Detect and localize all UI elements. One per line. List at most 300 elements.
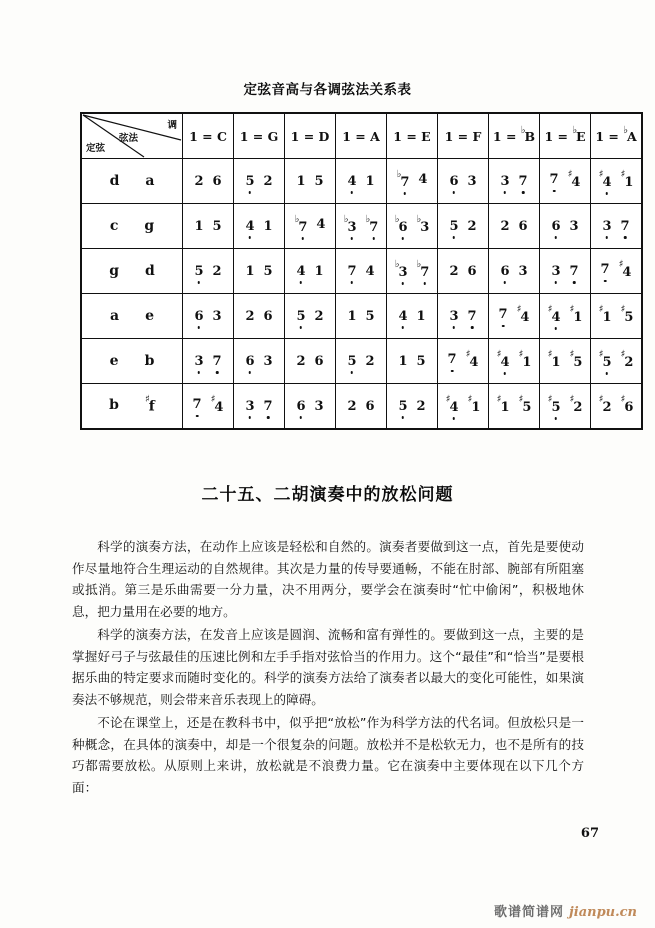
table-cell bbox=[336, 159, 387, 204]
sharp-icon: ♯ bbox=[496, 349, 502, 361]
table-cell bbox=[336, 249, 387, 294]
table-cell bbox=[489, 294, 540, 339]
note-pair bbox=[285, 175, 335, 188]
note bbox=[417, 355, 426, 368]
string-note bbox=[144, 218, 154, 234]
string-letter: b bbox=[109, 397, 119, 414]
table-cell bbox=[438, 249, 489, 294]
note-pair bbox=[285, 214, 335, 235]
flat-icon: ♭ bbox=[520, 124, 526, 136]
note bbox=[601, 263, 610, 276]
note-numeral: 4 bbox=[245, 218, 255, 234]
string-note bbox=[110, 353, 119, 369]
note bbox=[569, 349, 583, 370]
note bbox=[194, 355, 203, 368]
note-pair bbox=[489, 220, 539, 233]
note-numeral: 2 bbox=[245, 308, 255, 324]
note bbox=[264, 400, 273, 413]
note bbox=[347, 355, 356, 368]
table-cell bbox=[234, 339, 285, 384]
note-pair bbox=[387, 169, 437, 190]
note-pair bbox=[285, 400, 335, 413]
column-header-key-flat-E bbox=[540, 113, 591, 159]
sharp-icon: ♯ bbox=[598, 304, 604, 316]
note bbox=[245, 355, 254, 368]
note-numeral: 2 bbox=[449, 263, 459, 279]
watermark-domain: jianpu.cn bbox=[569, 905, 637, 920]
header-prefix: 1 = bbox=[290, 128, 319, 144]
header-key-letter: A bbox=[370, 128, 380, 144]
table-cell bbox=[591, 204, 643, 249]
table-cell bbox=[540, 384, 591, 430]
note-pair bbox=[183, 220, 233, 233]
note bbox=[500, 220, 509, 233]
corner-label-key: 调 bbox=[167, 120, 177, 131]
note-numeral: 1 bbox=[624, 174, 634, 190]
header-prefix: 1 = bbox=[189, 128, 217, 144]
note-pair bbox=[489, 265, 539, 278]
note bbox=[449, 220, 458, 233]
note-numeral: 7 bbox=[298, 219, 308, 235]
note bbox=[416, 259, 430, 280]
header-prefix: 1 = bbox=[444, 128, 473, 144]
string-letter: a bbox=[145, 173, 155, 189]
note bbox=[193, 398, 202, 411]
note bbox=[569, 304, 583, 325]
note-numeral: 5 bbox=[624, 309, 634, 325]
note bbox=[316, 218, 325, 231]
note-pair bbox=[336, 175, 386, 188]
table-cell bbox=[234, 384, 285, 430]
string-letter: d bbox=[109, 173, 120, 189]
string-note bbox=[110, 218, 119, 234]
note bbox=[315, 355, 324, 368]
note bbox=[366, 355, 375, 368]
note-numeral: 3 bbox=[551, 263, 561, 279]
table-cell bbox=[540, 339, 591, 384]
note bbox=[366, 310, 375, 323]
note-numeral: 7 bbox=[347, 263, 357, 279]
note bbox=[213, 265, 222, 278]
note bbox=[417, 400, 426, 413]
note-numeral: 5 bbox=[296, 308, 306, 324]
note bbox=[602, 220, 611, 233]
note bbox=[518, 349, 532, 370]
note-numeral: 2 bbox=[416, 398, 426, 414]
header-prefix: 1 = bbox=[492, 129, 521, 145]
note-pair bbox=[591, 169, 641, 190]
note-numeral: 7 bbox=[400, 174, 410, 190]
note bbox=[620, 349, 634, 370]
note-pair bbox=[540, 304, 590, 325]
header-key-letter: C bbox=[216, 128, 227, 144]
note bbox=[468, 265, 477, 278]
table-cell bbox=[183, 249, 234, 294]
header-prefix: 1 = bbox=[393, 128, 422, 144]
sharp-icon: ♯ bbox=[569, 394, 575, 406]
note-numeral: 3 bbox=[347, 219, 357, 235]
note bbox=[448, 353, 457, 366]
sharp-icon: ♯ bbox=[467, 394, 473, 406]
note-numeral: 3 bbox=[263, 353, 273, 369]
note bbox=[418, 173, 427, 186]
note-pair bbox=[234, 175, 284, 188]
flat-icon: ♭ bbox=[365, 214, 371, 226]
note bbox=[294, 214, 308, 235]
note-numeral: 4 bbox=[316, 217, 326, 233]
note bbox=[570, 220, 579, 233]
body-text bbox=[72, 536, 584, 800]
note-pair bbox=[438, 349, 488, 370]
note bbox=[416, 214, 430, 235]
note-pair bbox=[438, 175, 488, 188]
note bbox=[213, 220, 222, 233]
tuning-key-table-wrapper bbox=[80, 112, 643, 430]
sharp-icon: ♯ bbox=[547, 304, 553, 316]
note-pair bbox=[183, 265, 233, 278]
note-numeral: 1 bbox=[471, 399, 481, 415]
string-pair bbox=[82, 218, 182, 234]
table-cell bbox=[540, 159, 591, 204]
note bbox=[194, 310, 203, 323]
sharp-icon: ♯ bbox=[618, 259, 624, 271]
note bbox=[445, 394, 459, 415]
string-letter: d bbox=[145, 263, 155, 279]
note-pair bbox=[438, 220, 488, 233]
string-letter: g bbox=[109, 263, 119, 279]
table-cell bbox=[387, 339, 438, 384]
table-cell bbox=[387, 384, 438, 430]
note bbox=[264, 310, 273, 323]
note bbox=[500, 265, 509, 278]
string-note bbox=[145, 263, 155, 279]
note bbox=[519, 265, 528, 278]
note bbox=[296, 355, 305, 368]
flat-icon: ♭ bbox=[294, 214, 300, 226]
header-prefix: 1 = bbox=[239, 128, 268, 144]
string-letter: c bbox=[109, 218, 119, 234]
note bbox=[366, 265, 375, 278]
note bbox=[394, 259, 408, 280]
note-numeral: 1 bbox=[296, 173, 306, 189]
note-numeral: 7 bbox=[369, 219, 379, 235]
note-numeral: 1 bbox=[365, 173, 375, 189]
note-numeral: 6 bbox=[551, 218, 561, 234]
note bbox=[620, 304, 634, 325]
table-cell bbox=[489, 339, 540, 384]
table-cell bbox=[591, 339, 643, 384]
sharp-icon: ♯ bbox=[620, 169, 626, 181]
note-numeral: 7 bbox=[447, 352, 457, 368]
column-header-key-F bbox=[438, 113, 489, 159]
note-pair bbox=[285, 310, 335, 323]
note-pair bbox=[591, 394, 641, 415]
note-pair bbox=[285, 355, 335, 368]
note-pair bbox=[540, 349, 590, 370]
note-numeral: 4 bbox=[449, 399, 459, 415]
note-numeral: 3 bbox=[245, 398, 255, 414]
string-note bbox=[110, 173, 120, 189]
table-body bbox=[81, 113, 642, 429]
note bbox=[618, 259, 632, 280]
note-pair bbox=[540, 220, 590, 233]
note bbox=[516, 304, 530, 325]
note-numeral: 5 bbox=[416, 353, 426, 369]
note-numeral: 1 bbox=[416, 308, 426, 324]
paragraph: 科学的演奏方法，在动作上应该是轻松和自然的。演奏者要做到这一点，首先是要使动作尽量地符合生理运动的自然规律。其次是力量的传导要通畅，不能在肘部、腕部有所阻塞或抵消。第三是乐曲需要一分力量，决不用两分，要学会在演奏时“忙中偷闲”，积极地休息，把力量用在必要的地方。 bbox=[72, 539, 584, 619]
note-pair bbox=[591, 304, 641, 325]
flat-icon: ♭ bbox=[396, 169, 402, 181]
table-cell bbox=[489, 159, 540, 204]
table-cell bbox=[285, 204, 336, 249]
note bbox=[468, 310, 477, 323]
sharp-icon: ♯ bbox=[465, 349, 471, 361]
string-note bbox=[145, 308, 154, 324]
note bbox=[347, 175, 356, 188]
table-row bbox=[81, 294, 642, 339]
table-cell bbox=[438, 204, 489, 249]
note-pair bbox=[489, 349, 539, 370]
table-cell bbox=[336, 339, 387, 384]
table-cell bbox=[387, 294, 438, 339]
note bbox=[245, 310, 254, 323]
table-cell bbox=[285, 249, 336, 294]
note-numeral: 6 bbox=[245, 353, 255, 369]
note-numeral: 3 bbox=[194, 353, 204, 369]
note-numeral: 2 bbox=[602, 399, 612, 415]
header-key-letter: F bbox=[472, 128, 482, 144]
note-numeral: 4 bbox=[520, 309, 530, 325]
note bbox=[496, 349, 510, 370]
note-numeral: 3 bbox=[602, 218, 612, 234]
note-numeral: 3 bbox=[212, 308, 222, 324]
corner-diagonal-graphic bbox=[82, 114, 182, 158]
note bbox=[264, 175, 273, 188]
note bbox=[547, 394, 561, 415]
table-cell bbox=[540, 249, 591, 294]
note-numeral: 4 bbox=[418, 172, 428, 188]
note bbox=[264, 220, 273, 233]
note-numeral: 5 bbox=[449, 218, 459, 234]
note-numeral: 4 bbox=[622, 264, 632, 280]
string-pair bbox=[82, 353, 182, 369]
note-numeral: 2 bbox=[347, 398, 357, 414]
note bbox=[264, 355, 273, 368]
note-numeral: 6 bbox=[398, 219, 408, 235]
note bbox=[347, 400, 356, 413]
note bbox=[569, 394, 583, 415]
table-cell bbox=[591, 294, 643, 339]
note bbox=[621, 220, 630, 233]
note bbox=[210, 394, 224, 415]
note bbox=[296, 265, 305, 278]
note-numeral: 5 bbox=[245, 173, 255, 189]
table-cell bbox=[540, 294, 591, 339]
note-numeral: 5 bbox=[573, 354, 583, 370]
table-cell bbox=[438, 159, 489, 204]
note-numeral: 6 bbox=[365, 398, 375, 414]
note bbox=[465, 349, 479, 370]
row-header-string-tuning bbox=[81, 294, 183, 339]
column-header-key-C bbox=[183, 113, 234, 159]
note-numeral: 2 bbox=[573, 399, 583, 415]
note bbox=[315, 310, 324, 323]
note-numeral: 1 bbox=[347, 308, 357, 324]
note-pair bbox=[336, 265, 386, 278]
note bbox=[449, 175, 458, 188]
table-row bbox=[81, 249, 642, 294]
note bbox=[519, 220, 528, 233]
table-cell bbox=[183, 204, 234, 249]
table-header-row bbox=[81, 113, 642, 159]
note-numeral: 1 bbox=[263, 218, 273, 234]
note-numeral: 3 bbox=[569, 218, 579, 234]
note-numeral: 3 bbox=[398, 264, 408, 280]
table-cell bbox=[387, 204, 438, 249]
note bbox=[598, 349, 612, 370]
note-numeral: 4 bbox=[551, 309, 561, 325]
note bbox=[213, 175, 222, 188]
flat-icon: ♭ bbox=[572, 124, 578, 136]
note bbox=[547, 304, 561, 325]
table-cell bbox=[489, 384, 540, 430]
header-prefix: 1 = bbox=[595, 129, 624, 145]
note-numeral: 6 bbox=[263, 308, 273, 324]
note-pair bbox=[387, 259, 437, 280]
note bbox=[417, 310, 426, 323]
note-pair bbox=[489, 394, 539, 415]
table-cell bbox=[336, 294, 387, 339]
sharp-icon: ♯ bbox=[144, 394, 150, 406]
flat-icon: ♭ bbox=[416, 259, 422, 271]
table-cell bbox=[438, 339, 489, 384]
sharp-icon: ♯ bbox=[569, 304, 575, 316]
corner-label-tuning: 定弦 bbox=[86, 143, 106, 154]
note bbox=[519, 175, 528, 188]
note-numeral: 7 bbox=[498, 307, 508, 323]
sharp-icon: ♯ bbox=[598, 394, 604, 406]
note bbox=[551, 220, 560, 233]
table-cell bbox=[540, 204, 591, 249]
note-numeral: 5 bbox=[522, 399, 532, 415]
note-pair bbox=[540, 265, 590, 278]
note-numeral: 1 bbox=[602, 309, 612, 325]
note-pair bbox=[336, 355, 386, 368]
note-numeral: 6 bbox=[212, 173, 222, 189]
tuning-key-table bbox=[80, 112, 643, 430]
sharp-icon: ♯ bbox=[567, 169, 573, 181]
note bbox=[396, 169, 410, 190]
note-pair bbox=[591, 220, 641, 233]
note-numeral: 1 bbox=[500, 399, 510, 415]
table-cell bbox=[387, 159, 438, 204]
note-pair bbox=[183, 394, 233, 415]
note bbox=[518, 394, 532, 415]
table-cell bbox=[591, 384, 643, 430]
note-pair bbox=[336, 310, 386, 323]
table-cell bbox=[591, 159, 643, 204]
note bbox=[570, 265, 579, 278]
string-pair bbox=[82, 394, 182, 415]
string-pair bbox=[82, 308, 182, 324]
note bbox=[264, 265, 273, 278]
table-row bbox=[81, 384, 642, 430]
note-numeral: 7 bbox=[192, 397, 202, 413]
string-pair bbox=[82, 263, 182, 279]
watermark-site-name: 歌谱简谱网 bbox=[494, 905, 565, 920]
header-prefix: 1 = bbox=[342, 128, 371, 144]
table-cell bbox=[285, 159, 336, 204]
note-pair bbox=[234, 220, 284, 233]
note bbox=[194, 265, 203, 278]
note bbox=[366, 175, 375, 188]
note-numeral: 6 bbox=[467, 263, 477, 279]
table-cell bbox=[183, 384, 234, 430]
sharp-icon: ♯ bbox=[598, 349, 604, 361]
note-numeral: 4 bbox=[500, 354, 510, 370]
watermark bbox=[494, 901, 637, 920]
string-note bbox=[145, 173, 154, 189]
header-key-letter: G bbox=[267, 128, 279, 144]
table-row bbox=[81, 204, 642, 249]
sharp-icon: ♯ bbox=[210, 394, 216, 406]
flat-icon: ♭ bbox=[416, 214, 422, 226]
note-numeral: 7 bbox=[620, 218, 630, 234]
note bbox=[547, 349, 561, 370]
note-numeral: 4 bbox=[602, 174, 612, 190]
note-numeral: 5 bbox=[347, 353, 357, 369]
note bbox=[398, 355, 407, 368]
table-title: 定弦音高与各调弦法关系表 bbox=[243, 82, 412, 98]
note bbox=[315, 265, 324, 278]
note-numeral: 1 bbox=[398, 353, 408, 369]
note bbox=[449, 310, 458, 323]
note bbox=[500, 175, 509, 188]
note-numeral: 4 bbox=[571, 174, 581, 190]
note-numeral: 4 bbox=[398, 308, 408, 324]
note-pair bbox=[438, 265, 488, 278]
note bbox=[296, 400, 305, 413]
note bbox=[496, 394, 510, 415]
note bbox=[213, 310, 222, 323]
note-numeral: 4 bbox=[214, 399, 224, 415]
note-numeral: 1 bbox=[522, 354, 532, 370]
table-cell bbox=[234, 249, 285, 294]
note-pair bbox=[183, 310, 233, 323]
note bbox=[551, 265, 560, 278]
note-numeral: 2 bbox=[314, 308, 324, 324]
note-numeral: 7 bbox=[467, 308, 477, 324]
note bbox=[398, 400, 407, 413]
note-numeral: 3 bbox=[467, 173, 477, 189]
note-numeral: 7 bbox=[549, 172, 559, 188]
note-numeral: 5 bbox=[194, 263, 204, 279]
table-cell bbox=[183, 294, 234, 339]
note bbox=[315, 175, 324, 188]
note-pair bbox=[489, 175, 539, 188]
table-corner-cell bbox=[81, 113, 183, 159]
note-numeral: 4 bbox=[296, 263, 306, 279]
sharp-icon: ♯ bbox=[569, 349, 575, 361]
string-note bbox=[109, 263, 119, 279]
string-pair bbox=[82, 173, 182, 189]
sharp-icon: ♯ bbox=[598, 169, 604, 181]
sharp-icon: ♯ bbox=[620, 304, 626, 316]
note-numeral: 2 bbox=[500, 218, 510, 234]
note-numeral: 2 bbox=[263, 173, 273, 189]
table-cell bbox=[183, 159, 234, 204]
note-numeral: 6 bbox=[449, 173, 459, 189]
